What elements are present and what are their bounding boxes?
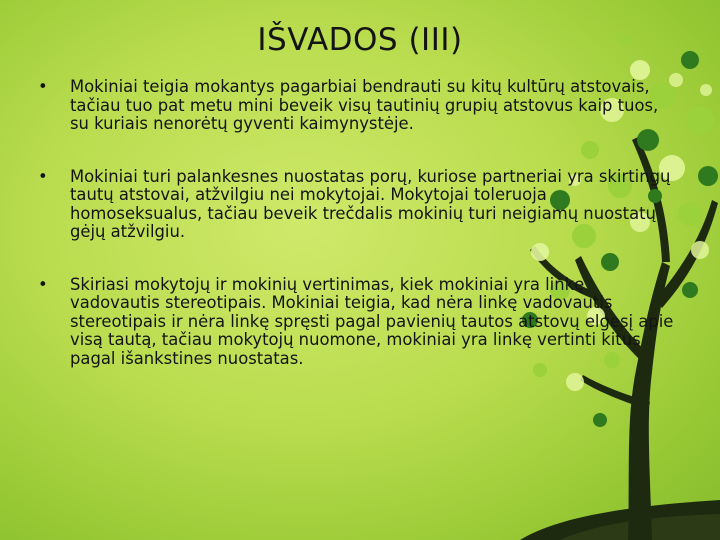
- bullet-list: [38, 78, 678, 402]
- list-item: [38, 276, 678, 369]
- bullet-icon: •: [38, 77, 48, 96]
- bullet-text: Mokiniai turi palankesnes nuostatas porų, kuriose partneriai yra skirtingų tautų atstovai, atžvilgiu nei mokytojai. Mokytojai toleruoja homoseksualus, tačiau beveik trečdalis mokinių turi neigiamų nuostatų gėjų atžvilgiu.: [70, 166, 671, 241]
- bullet-icon: •: [38, 166, 48, 186]
- list-item: [38, 168, 678, 242]
- bullet-text: Mokiniai teigia mokantys pagarbiai bendrauti su kitų kultūrų atstovais, tačiau tuo pat metu mini beveik visų tautinių grupių atstovus kaip tuos, su kuriais nenorėtų gyventi kaimynystėje.: [70, 77, 659, 133]
- slide-title: IŠVADOS (III): [257, 22, 463, 58]
- bullet-text: Skiriasi mokytojų ir mokinių vertinimas, kiek mokiniai yra linkę vadovautis stereotipais. Mokiniai teigia, kad nėra linkę vadovautis stereotipais ir nėra linkę spręsti pagal pavienių tautos atstovų elgesį apie visą tautą, tačiau mokytojų nuomone, mokiniai yra linkę vertinti kitus pagal išankstines nuostatas.: [70, 274, 674, 368]
- bullet-icon: •: [38, 274, 48, 294]
- list-item: [38, 78, 678, 134]
